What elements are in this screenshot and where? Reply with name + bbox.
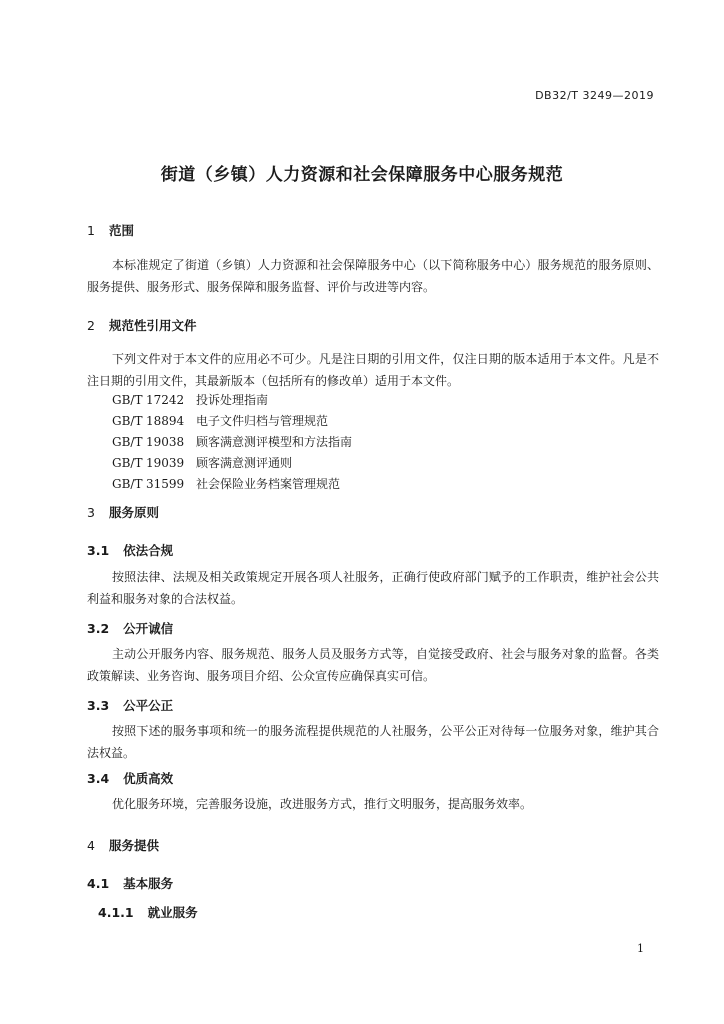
reference-item [112,454,292,471]
section-title: 服务提供 [108,838,159,853]
reference-number: 19038 [146,435,185,449]
document-title: 街道（乡镇）人力资源和社会保障服务中心服务规范 [160,165,564,185]
section-title: 就业服务 [147,905,198,920]
reference-title: 社会保险业务档案管理规范 [196,477,341,491]
section-number: 1 [87,223,95,238]
section-number: 3.2 [87,621,110,636]
section-number: 3 [87,505,95,520]
section-heading-4 [87,836,159,854]
section-title: 公平公正 [123,698,174,713]
section-title: 规范性引用文件 [108,318,197,333]
section-title: 范围 [108,223,134,238]
reference-code: GB/T [112,414,143,428]
section-3-3-paragraph: 按照下述的服务事项和统一的服务流程提供规范的人社服务，公平公正对待每一位服务对象，维护其合法权益。 [87,724,659,760]
section-title: 优质高效 [123,771,174,786]
page-number: 1 [637,942,644,955]
section-3-4-paragraph: 优化服务环境，完善服务设施，改进服务方式，推行文明服务，提高服务效率。 [112,797,533,811]
reference-number: 17242 [146,393,185,407]
reference-code: GB/T [112,456,143,470]
reference-number: 19039 [146,456,185,470]
section-number: 3.1 [87,543,110,558]
section-number: 2 [87,318,95,333]
subsection-heading-3-1 [87,541,173,559]
section-heading-3 [87,503,159,521]
reference-title: 电子文件归档与管理规范 [196,414,329,428]
section-title: 依法合规 [123,543,174,558]
subsection-heading-4-1-1 [98,903,198,921]
reference-item [112,475,340,492]
section-heading-1 [87,221,134,239]
reference-item [112,391,268,408]
section-title: 公开诚信 [123,621,174,636]
section-title: 基本服务 [123,876,174,891]
section-number: 4 [87,838,95,853]
subsection-heading-4-1 [87,874,173,892]
reference-code: GB/T [112,435,143,449]
section-number: 3.4 [87,771,110,786]
document-number: DB32/T 3249—2019 [535,89,654,102]
section-2-paragraph: 下列文件对于本文件的应用必不可少。凡是注日期的引用文件，仅注日期的版本适用于本文件。凡是不注日期的引用文件，其最新版本（包括所有的修改单）适用于本文件。 [87,352,659,388]
section-number: 4.1 [87,876,110,891]
section-3-1-paragraph: 按照法律、法规及相关政策规定开展各项人社服务，正确行使政府部门赋予的工作职责，维护社会公共利益和服务对象的合法权益。 [87,570,659,606]
section-1-paragraph: 本标准规定了街道（乡镇）人力资源和社会保障服务中心（以下简称服务中心）服务规范的服务原则、服务提供、服务形式、服务保障和服务监督、评价与改进等内容。 [87,258,659,294]
section-number: 4.1.1 [98,905,134,920]
section-number: 3.3 [87,698,110,713]
section-title: 服务原则 [108,505,159,520]
subsection-heading-3-2 [87,619,173,637]
reference-title: 顾客满意测评通则 [196,456,293,470]
subsection-heading-3-3 [87,696,173,714]
reference-number: 18894 [146,414,185,428]
reference-title: 顾客满意测评模型和方法指南 [196,435,353,449]
reference-title: 投诉处理指南 [196,393,269,407]
reference-code: GB/T [112,393,143,407]
reference-number: 31599 [146,477,185,491]
section-3-2-paragraph: 主动公开服务内容、服务规范、服务人员及服务方式等，自觉接受政府、社会与服务对象的监督。各类政策解读、业务咨询、服务项目介绍、公众宣传应确保真实可信。 [87,647,659,683]
subsection-heading-3-4 [87,769,173,787]
reference-item [112,412,328,429]
reference-item [112,433,352,450]
section-heading-2 [87,316,196,334]
reference-code: GB/T [112,477,143,491]
